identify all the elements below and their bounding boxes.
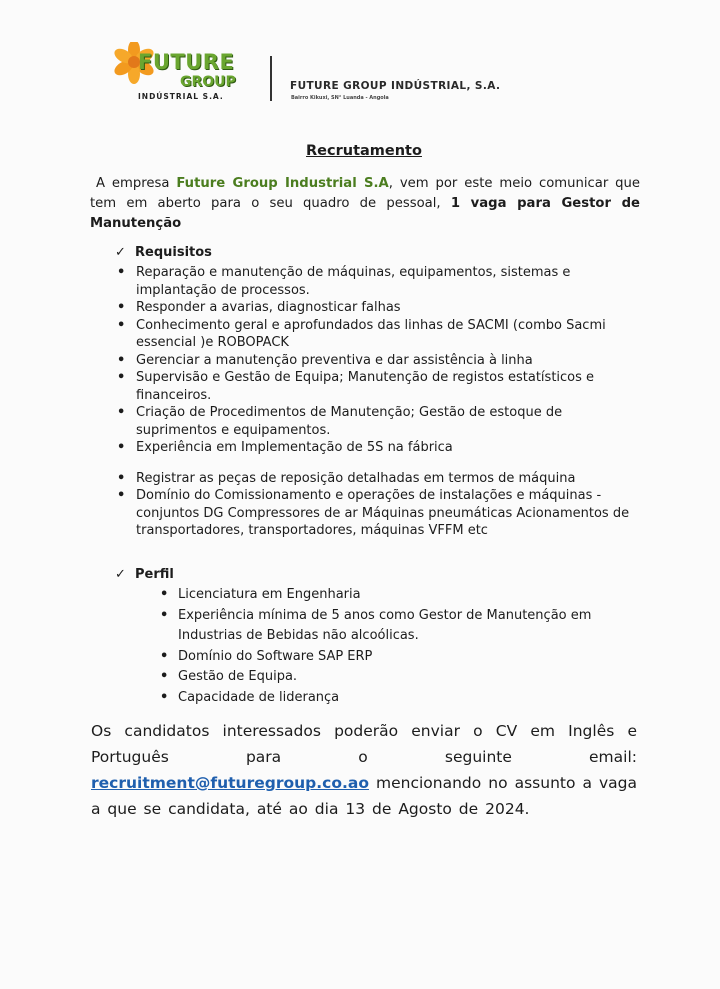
list-item: • Gestão de Equipa. xyxy=(158,667,643,688)
list-item: • Domínio do Software SAP ERP xyxy=(158,647,643,668)
company-address: Bairro Kikuxi, SN° Luanda - Angola xyxy=(291,95,389,101)
list-item: • Conhecimento geral e aprofundados das linhas de SACMI (combo Sacmi essencial )e ROBOPACK xyxy=(116,317,641,352)
requisitos-heading xyxy=(115,245,212,260)
perfil-heading xyxy=(115,567,174,582)
intro-text-1: A empresa xyxy=(96,176,177,191)
logo-word-group: GROUP xyxy=(180,74,236,90)
logo-word-future: FUTURE xyxy=(138,50,235,74)
perfil-list xyxy=(158,585,643,708)
list-item: • Supervisão e Gestão de Equipa; Manutenção de registos estatísticos e financeiros. xyxy=(116,369,641,404)
list-item: • Responder a avarias, diagnosticar falhas xyxy=(116,299,641,317)
checkmark-icon: ✓ xyxy=(115,567,126,582)
list-item: • Domínio do Comissionamento e operações de instalações e máquinas - conjuntos DG Compressores de ar Máquinas pneumáticas Acionamentos de transportadores, transportadores, máquinas VFFM etc xyxy=(116,487,641,540)
list-item: • Registrar as peças de reposição detalhadas em termos de máquina xyxy=(116,470,641,488)
intro-vacancy: 1 vaga para Gestor de Manutenção xyxy=(90,196,640,231)
company-name: FUTURE GROUP INDÚSTRIAL, S.A. xyxy=(290,80,501,92)
list-item: • Gerenciar a manutenção preventiva e dar assistência à linha xyxy=(116,352,641,370)
list-item: • Licenciatura em Engenharia xyxy=(158,585,643,606)
list-item: • Criação de Procedimentos de Manutenção; Gestão de estoque de suprimentos e equipamentos. xyxy=(116,404,641,439)
intro-company-name: Future Group Industrial S.A xyxy=(176,176,389,191)
closing-paragraph xyxy=(91,718,637,822)
list-item: • Experiência mínima de 5 anos como Gestor de Manutenção em Industrias de Bebidas não alcoólicas. xyxy=(158,606,643,647)
header-divider xyxy=(270,56,272,101)
list-item: • Experiência em Implementação de 5S na fábrica xyxy=(116,439,641,457)
intro-paragraph xyxy=(90,174,640,234)
logo-word-industrial: INDÚSTRIAL S.A. xyxy=(138,92,224,101)
perfil-heading-label: Perfil xyxy=(135,567,174,582)
intro-text-2: , vem por este meio comunicar que tem em aberto para o seu quadro de pessoal, xyxy=(90,176,640,211)
page-title: Recrutamento xyxy=(306,143,422,159)
email-link[interactable]: recruitment@futuregroup.co.ao xyxy=(91,774,369,792)
company-logo xyxy=(108,40,278,104)
list-item: • Capacidade de liderança xyxy=(158,688,643,709)
checkmark-icon: ✓ xyxy=(115,245,126,260)
requisitos-list xyxy=(116,264,641,540)
closing-text-1: Os candidatos interessados poderão enviar o CV em Inglês e Português para o seguinte email: xyxy=(91,722,637,766)
requisitos-heading-label: Requisitos xyxy=(135,245,212,260)
list-item: • Reparação e manutenção de máquinas, equipamentos, sistemas e implantação de processos. xyxy=(116,264,641,299)
closing-text-2: mencionando no assunto a vaga a que se candidata, até ao dia 13 de Agosto de 2024. xyxy=(91,774,637,818)
